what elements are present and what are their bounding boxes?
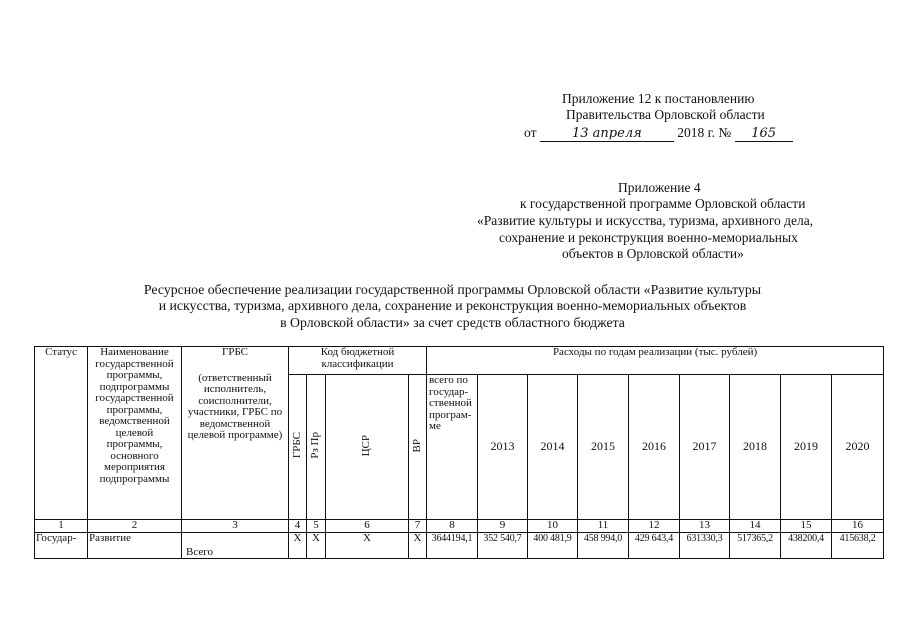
row-value-2020: 415638,2 — [832, 533, 884, 559]
index-cell: 6 — [326, 520, 409, 533]
resource-table — [34, 346, 884, 559]
header-grbs-code-cell — [289, 375, 307, 520]
table-row — [35, 533, 884, 559]
header-grbs-label: ГРБС — [221, 346, 249, 358]
index-cell: 5 — [307, 520, 326, 533]
header-year: 2018 — [730, 375, 781, 520]
index-cell: 13 — [680, 520, 730, 533]
row-rzpr: Х — [307, 533, 326, 559]
index-cell: 3 — [182, 520, 289, 533]
row-vr: Х — [409, 533, 427, 559]
header-year: 2014 — [528, 375, 578, 520]
heading-line3: в Орловской области» за счет средств областного бюджета — [280, 315, 625, 330]
handwritten-date: 13 апреля — [540, 127, 674, 142]
header-grbs — [182, 347, 289, 520]
heading-line1: Ресурсное обеспечение реализации государственной программы Орловской области «Развитие культуры — [143, 282, 762, 297]
header-rzpr: Рз Пр — [309, 431, 322, 459]
annex4-line2: «Развитие культуры и искусства, туризма, архивного дела, — [477, 213, 814, 228]
index-cell: 8 — [427, 520, 478, 533]
annex4-line4: объектов в Орловской области» — [562, 246, 744, 261]
header-vr-cell — [409, 375, 427, 520]
header-year: 2020 — [832, 375, 884, 520]
row-value-2016: 429 643,4 — [629, 533, 680, 559]
row-value-2013: 352 540,7 — [478, 533, 528, 559]
row-csr: Х — [326, 533, 409, 559]
row-status: Государ- — [35, 533, 88, 559]
index-cell: 12 — [629, 520, 680, 533]
index-cell: 14 — [730, 520, 781, 533]
header-csr-cell — [326, 375, 409, 520]
row-value-2019: 438200,4 — [781, 533, 832, 559]
header-total: всего по государ-ственной програм-ме — [427, 375, 478, 520]
header-name: Наименование государственной программы, подпрограммы государственной программы, ведомственной целевой программы, основного мероприятия подпрограммы — [88, 347, 182, 520]
index-cell: 15 — [781, 520, 832, 533]
annex4-line1: к государственной программе Орловской области — [520, 196, 806, 211]
header-year: 2016 — [629, 375, 680, 520]
header-csr: ЦСР — [360, 434, 373, 456]
row-value-2015: 458 994,0 — [578, 533, 629, 559]
header-year: 2017 — [680, 375, 730, 520]
header-vr: ВР — [410, 438, 423, 452]
header-row-1 — [35, 347, 884, 375]
row-value-2017: 631330,3 — [680, 533, 730, 559]
heading-line2: и искусства, туризма, архивного дела, сохранение и реконструкция военно-мемориальных объектов — [158, 298, 747, 313]
annex12-line2: Правительства Орловской области — [566, 107, 765, 122]
annex4-line3: сохранение и реконструкция военно-мемориальных — [499, 230, 798, 245]
index-cell: 1 — [35, 520, 88, 533]
header-year: 2019 — [781, 375, 832, 520]
year-label: 2018 г. № — [677, 125, 732, 140]
handwritten-number: 165 — [735, 127, 793, 142]
header-rzpr-cell — [307, 375, 326, 520]
header-year: 2015 — [578, 375, 629, 520]
annex12-line1: Приложение 12 к постановлению — [562, 91, 755, 106]
header-grbs-code: ГРБС — [290, 432, 303, 459]
index-row — [35, 520, 884, 533]
header-grbs-detail: (ответственный исполнитель, соисполнители, участники, ГРБС по ведомственной целевой программе) — [187, 371, 283, 441]
header-expenses: Расходы по годам реализации (тыс. рублей) — [427, 347, 884, 375]
annex4-title: Приложение 4 — [618, 180, 701, 195]
annex12-date-line — [524, 125, 793, 142]
from-label: от — [524, 125, 537, 140]
row-grbs-code: Х — [289, 533, 307, 559]
row-value-2014: 400 481,9 — [528, 533, 578, 559]
header-budget-code: Код бюджетной классификации — [289, 347, 427, 375]
row-name: Развитие — [88, 533, 182, 559]
header-year: 2013 — [478, 375, 528, 520]
header-status: Статус — [35, 347, 88, 520]
row-grbs: Всего — [182, 533, 289, 559]
index-cell: 9 — [478, 520, 528, 533]
index-cell: 11 — [578, 520, 629, 533]
index-cell: 16 — [832, 520, 884, 533]
row-total: 3644194,1 — [427, 533, 478, 559]
index-cell: 7 — [409, 520, 427, 533]
row-value-2018: 517365,2 — [730, 533, 781, 559]
index-cell: 10 — [528, 520, 578, 533]
index-cell: 4 — [289, 520, 307, 533]
index-cell: 2 — [88, 520, 182, 533]
